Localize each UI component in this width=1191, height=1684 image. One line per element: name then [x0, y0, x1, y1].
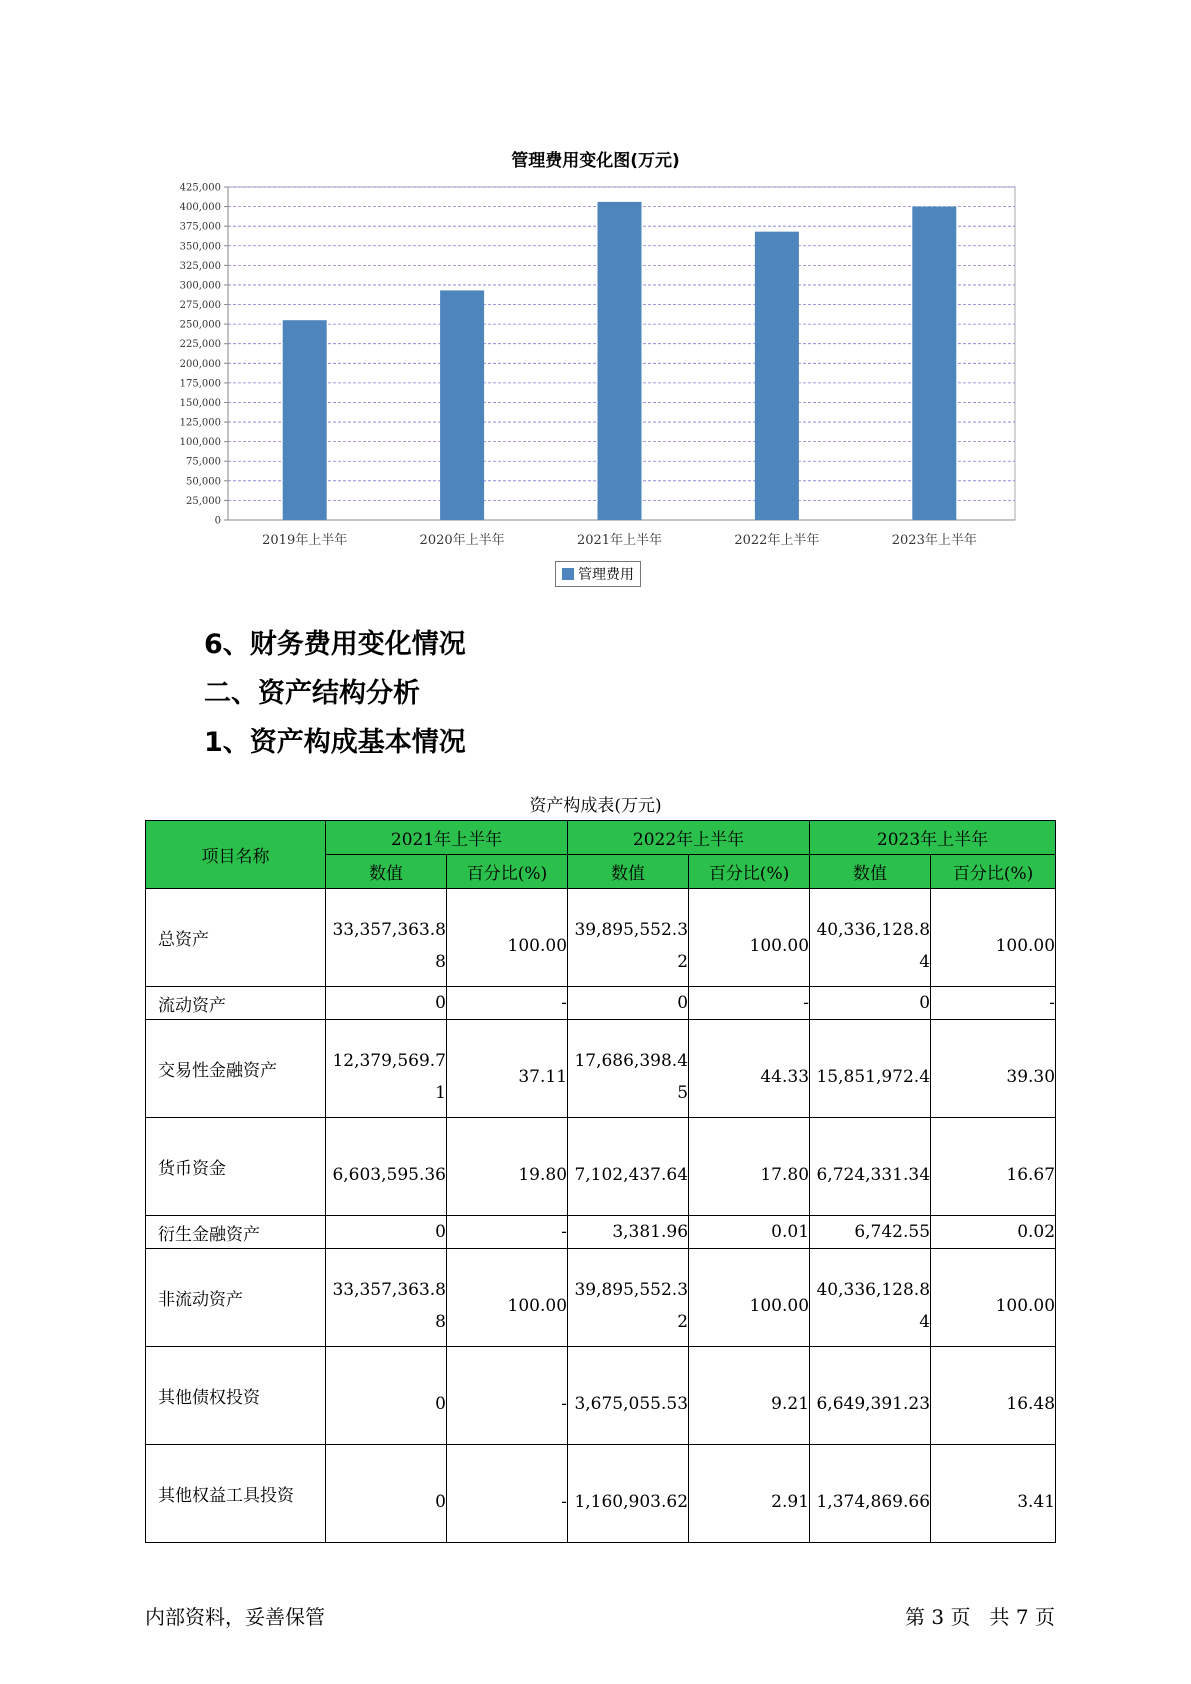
pct-cell: [931, 889, 1056, 987]
pct-cell: [689, 987, 810, 1020]
cell-text: 40,336,128.84: [816, 1279, 931, 1332]
cell-text: -: [561, 1222, 568, 1242]
y-tick-label: 200,000: [179, 358, 221, 370]
pct-cell: [689, 1249, 810, 1347]
pct-cell: [931, 987, 1056, 1020]
value-cell: [568, 1118, 689, 1216]
cell-text: 3,381.96: [612, 1222, 689, 1242]
y-tick-label: 400,000: [179, 202, 221, 214]
cell-text: 2.91: [771, 1491, 810, 1512]
cell-text: 0: [435, 993, 446, 1013]
value-cell: [810, 1216, 931, 1249]
cell-text: 0: [435, 1222, 446, 1242]
cell-text: -: [561, 1393, 568, 1414]
pct-cell: [689, 1445, 810, 1543]
value-cell: [326, 1216, 447, 1249]
pct-cell: [931, 1445, 1056, 1543]
value-cell: [810, 889, 931, 987]
cell-text: 19.80: [518, 1164, 568, 1185]
y-tick-label: 300,000: [179, 280, 221, 292]
table-row: [146, 987, 1056, 1020]
cell-text: 39,895,552.32: [574, 1279, 689, 1332]
x-category-label: 2019年上半年: [262, 533, 348, 548]
y-tick-label: 175,000: [179, 378, 221, 390]
cell-text: -: [1049, 993, 1056, 1013]
cell-text: 37.11: [518, 1066, 568, 1087]
y-tick-label: 100,000: [179, 437, 221, 449]
bar: [912, 207, 956, 520]
cell-text: 17.80: [760, 1164, 810, 1185]
value-cell: [568, 889, 689, 987]
cell-text: 0: [677, 993, 689, 1013]
footer-page-number: 第 3 页 共 7 页: [905, 1605, 1055, 1629]
table-row: [146, 1445, 1056, 1543]
table-row: [146, 1347, 1056, 1445]
header-value: 数值: [810, 855, 931, 889]
row-label: 其他债权投资: [146, 1347, 326, 1445]
cell-text: 33,357,363.88: [332, 1279, 446, 1332]
value-cell: [326, 889, 447, 987]
legend-swatch: [562, 568, 574, 580]
pct-cell: [689, 1118, 810, 1216]
value-cell: [568, 1020, 689, 1118]
x-category-label: 2023年上半年: [891, 533, 977, 548]
row-label: 流动资产: [146, 987, 326, 1020]
cell-text: 44.33: [760, 1066, 810, 1087]
header-pct: 百分比(%): [447, 855, 568, 889]
y-tick-label: 325,000: [179, 260, 221, 272]
cell-text: 100.00: [507, 935, 568, 956]
cell-text: 16.67: [1006, 1164, 1056, 1185]
cell-text: 100.00: [995, 1295, 1056, 1316]
table-row: [146, 889, 1056, 987]
y-tick-label: 425,000: [179, 182, 221, 194]
header-pct: 百分比(%): [931, 855, 1056, 889]
y-tick-label: 225,000: [179, 339, 221, 351]
y-tick-label: 250,000: [179, 319, 221, 331]
cell-text: 100.00: [507, 1295, 568, 1316]
pct-cell: [689, 889, 810, 987]
pct-cell: [447, 987, 568, 1020]
header-item: 项目名称: [146, 821, 326, 889]
y-tick-label: 150,000: [179, 397, 221, 409]
pct-cell: [931, 1118, 1056, 1216]
pct-cell: [447, 1347, 568, 1445]
cell-text: 12,379,569.71: [332, 1050, 446, 1103]
pct-cell: [447, 1249, 568, 1347]
bar: [283, 320, 327, 520]
value-cell: [568, 1347, 689, 1445]
cell-text: 7,102,437.64: [574, 1164, 689, 1185]
value-cell: [326, 1445, 447, 1543]
pct-cell: [931, 1020, 1056, 1118]
row-label: 衍生金融资产: [146, 1216, 326, 1249]
header-value: 数值: [326, 855, 447, 889]
value-cell: [326, 1249, 447, 1347]
bar: [440, 290, 484, 520]
value-cell: [326, 1020, 447, 1118]
asset-table: [145, 820, 1056, 1543]
cell-text: 100.00: [995, 935, 1056, 956]
pct-cell: [447, 1020, 568, 1118]
value-cell: [810, 1347, 931, 1445]
header-value: 数值: [568, 855, 689, 889]
pct-cell: [689, 1347, 810, 1445]
y-tick-label: 75,000: [186, 456, 221, 468]
cell-text: 1,374,869.66: [816, 1491, 931, 1512]
pct-cell: [689, 1216, 810, 1249]
footer-confidential: 内部资料，妥善保管: [145, 1605, 325, 1629]
cell-text: 3.41: [1017, 1491, 1056, 1512]
value-cell: [810, 987, 931, 1020]
heading-finance-expense: 6、财务费用变化情况: [204, 629, 466, 660]
chart-legend: [555, 561, 641, 587]
value-cell: [326, 1347, 447, 1445]
y-tick-label: 125,000: [179, 417, 221, 429]
cell-text: 39,895,552.32: [574, 919, 689, 972]
cell-text: 39.30: [1006, 1066, 1056, 1087]
cell-text: -: [561, 993, 568, 1013]
pct-cell: [447, 889, 568, 987]
value-cell: [326, 987, 447, 1020]
cell-text: 6,649,391.23: [816, 1393, 931, 1414]
value-cell: [810, 1445, 931, 1543]
cell-text: 0: [919, 993, 931, 1013]
row-label: 其他权益工具投资: [146, 1445, 326, 1543]
header-pct: 百分比(%): [689, 855, 810, 889]
table-row: [146, 1020, 1056, 1118]
cell-text: 0: [435, 1393, 446, 1414]
pct-cell: [447, 1445, 568, 1543]
heading-asset-structure: 二、资产结构分析: [204, 678, 420, 709]
pct-cell: [931, 1216, 1056, 1249]
value-cell: [568, 1216, 689, 1249]
value-cell: [326, 1118, 447, 1216]
cell-text: 40,336,128.84: [816, 919, 931, 972]
cell-text: 1,160,903.62: [574, 1491, 689, 1512]
cell-text: 6,742.55: [854, 1222, 931, 1242]
cell-text: 0.02: [1017, 1222, 1056, 1242]
header-year-2021: 2021年上半年: [326, 821, 568, 855]
row-label: 总资产: [146, 889, 326, 987]
pct-cell: [689, 1020, 810, 1118]
header-year-2022: 2022年上半年: [568, 821, 810, 855]
pct-cell: [931, 1347, 1056, 1445]
cell-text: 0.01: [771, 1222, 810, 1242]
table-row: [146, 1249, 1056, 1347]
chart-title: 管理费用变化图(万元): [511, 151, 680, 171]
value-cell: [810, 1118, 931, 1216]
cell-text: 17,686,398.45: [574, 1050, 689, 1103]
cell-text: -: [561, 1491, 568, 1512]
cell-text: 6,724,331.34: [816, 1164, 931, 1185]
x-category-label: 2021年上半年: [576, 533, 663, 548]
y-tick-label: 0: [214, 515, 221, 527]
heading-asset-composition: 1、资产构成基本情况: [204, 727, 466, 758]
value-cell: [568, 1249, 689, 1347]
y-tick-label: 25,000: [186, 495, 221, 507]
header-year-2023: 2023年上半年: [810, 821, 1056, 855]
table-caption: 资产构成表(万元): [529, 796, 662, 816]
y-tick-label: 50,000: [186, 476, 221, 488]
cell-text: 3,675,055.53: [574, 1393, 689, 1414]
pct-cell: [447, 1118, 568, 1216]
value-cell: [568, 1445, 689, 1543]
value-cell: [568, 987, 689, 1020]
cell-text: 15,851,972.4: [816, 1066, 931, 1087]
cell-text: 0: [435, 1491, 446, 1512]
y-tick-label: 275,000: [179, 300, 221, 312]
cell-text: 16.48: [1006, 1393, 1056, 1414]
cell-text: 6,603,595.36: [332, 1164, 446, 1185]
value-cell: [810, 1020, 931, 1118]
legend-label: 管理费用: [578, 567, 634, 583]
bar: [598, 202, 642, 520]
cell-text: 33,357,363.88: [332, 919, 446, 972]
pct-cell: [447, 1216, 568, 1249]
cell-text: 100.00: [749, 935, 810, 956]
pct-cell: [931, 1249, 1056, 1347]
row-label: 非流动资产: [146, 1249, 326, 1347]
value-cell: [810, 1249, 931, 1347]
cell-text: 100.00: [749, 1295, 810, 1316]
cell-text: -: [803, 993, 810, 1013]
y-tick-label: 350,000: [179, 241, 221, 253]
bar: [755, 232, 799, 520]
y-tick-label: 375,000: [179, 221, 221, 233]
table-row: [146, 1216, 1056, 1249]
x-category-label: 2020年上半年: [419, 533, 505, 548]
cell-text: 9.21: [771, 1393, 810, 1414]
x-category-label: 2022年上半年: [734, 533, 820, 548]
bar-chart: [0, 0, 1191, 620]
row-label: 货币资金: [146, 1118, 326, 1216]
row-label: 交易性金融资产: [146, 1020, 326, 1118]
table-row: [146, 1118, 1056, 1216]
